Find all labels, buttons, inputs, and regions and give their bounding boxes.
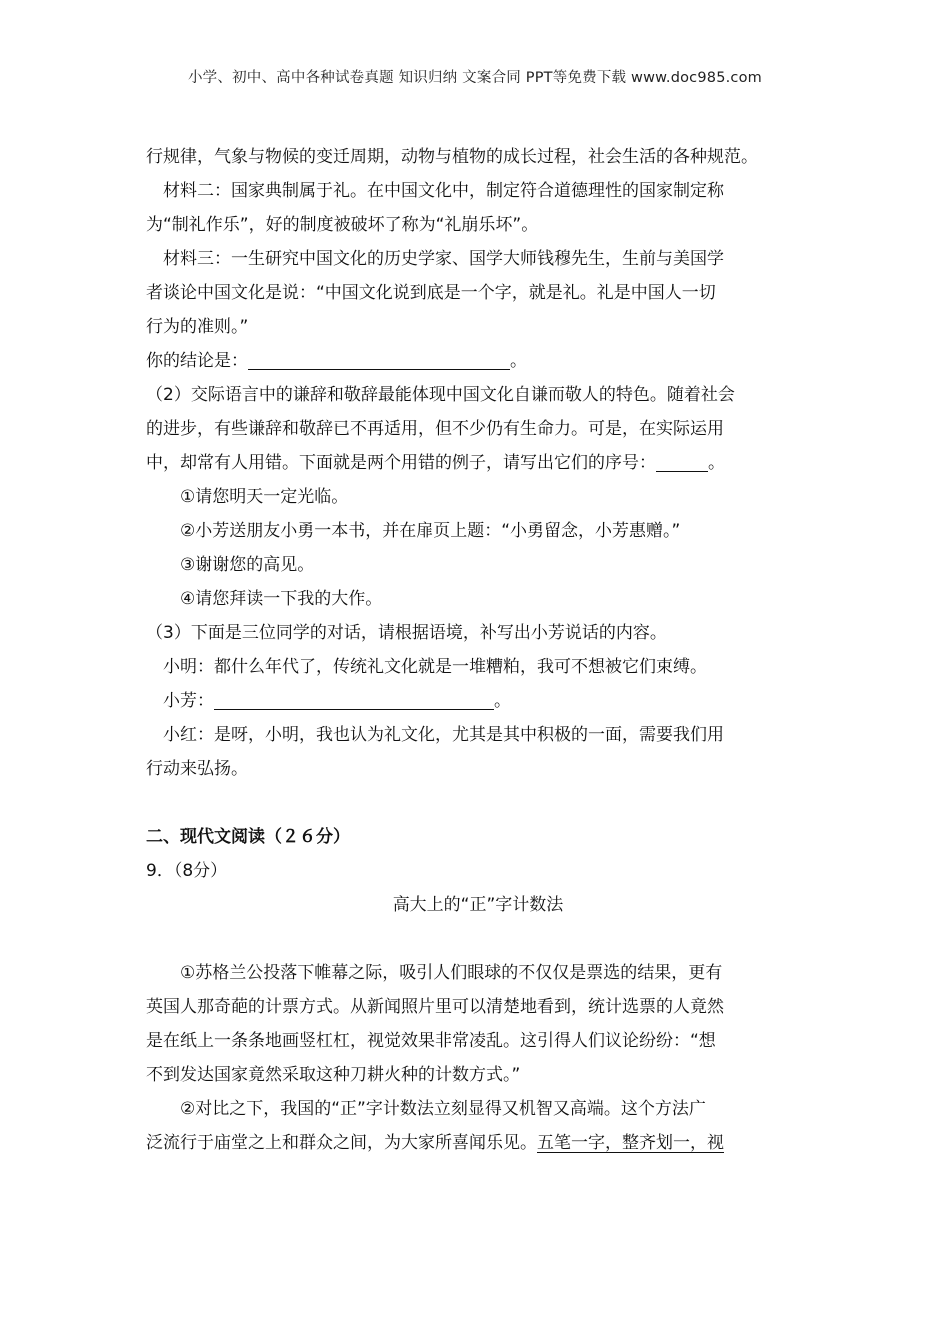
q2-line3 [146,446,810,480]
q2-option-4: ④请您拜读一下我的大作。 [180,589,383,609]
xiaofang-label: 小芳： [163,691,214,711]
para2-line2-text: 泛流行于庙堂之上和群众之间，为大家所喜闻乐见。 [146,1133,537,1153]
q3-xiaoming: 小明：都什么年代了，传统礼文化就是一堆糟粕，我可不想被它们束缚。 [163,657,707,677]
para1-line1: ①苏格兰公投落下帷幕之际，吸引人们眼球的不仅仅是票选的结果，更有 [180,963,723,983]
q2-option-1: ①请您明天一定光临。 [180,487,349,507]
material1-tail: 行规律，气象与物候的变迁周期，动物与植物的成长过程，社会生活的各种规范。 [146,147,758,167]
q2-line2: 的进步，有些谦辞和敬辞已不再适用，但不少仍有生命力。可是，在实际运用 [146,419,724,439]
para1-line4: 不到发达国家竟然采取这种刀耕火种的计数方式。” [146,1065,521,1085]
conclusion-line [146,344,810,378]
xiaofang-answer-blank[interactable] [214,687,494,710]
q2-line3-end: 。 [708,453,725,473]
document-body [146,140,810,1160]
para1-line3: 是在纸上一条条地画竖杠杠，视觉效果非常凌乱。这引得人们议论纷纷：“想 [146,1031,716,1051]
para1-line2: 英国人那奇葩的计票方式。从新闻照片里可以清楚地看到，统计选票的人竟然 [146,997,724,1017]
q2-line1: （2）交际语言中的谦辞和敬辞最能体现中国文化自谦而敬人的特色。随着社会 [146,385,735,405]
conclusion-answer-blank[interactable] [248,347,510,370]
q3-intro: （3）下面是三位同学的对话，请根据语境，补写出小芳说话的内容。 [146,623,667,643]
q2-answer-blank[interactable] [656,449,708,472]
conclusion-label: 你的结论是： [146,351,248,371]
q2-option-3: ③谢谢您的高见。 [180,555,315,575]
material3-line2: 者谈论中国文化是说：“中国文化说到底是一个字，就是礼。礼是中国人一切 [146,283,716,303]
material2-line1: 材料二：国家典制属于礼。在中国文化中，制定符合道德理性的国家制定称 [163,181,724,201]
para2-line1: ②对比之下，我国的“正”字计数法立刻显得又机智又高端。这个方法广 [180,1099,706,1119]
article-title: 高大上的“正”字计数法 [392,895,564,915]
para2-line2 [146,1126,810,1160]
material3-line3: 行为的准则。” [146,317,249,337]
page-header: 小学、初中、高中各种试卷真题 知识归纳 文案合同 PPT等免费下载 www.doc985.com [187,70,763,86]
q3-xiaofang [146,684,810,718]
para2-underlined-text: 五笔一字，整齐划一，视 [537,1133,724,1153]
xiaofang-end: 。 [494,691,511,711]
q2-line3-text: 中，却常有人用错。下面就是两个用错的例子，请写出它们的序号： [146,453,656,473]
conclusion-end: 。 [510,351,527,371]
q3-xiaohong-line2: 行动来弘扬。 [146,759,248,779]
q9-label: 9．（8分） [146,861,228,881]
q2-option-2: ②小芳送朋友小勇一本书，并在扉页上题：“小勇留念，小芳惠赠。” [180,521,681,541]
material2-line2: 为“制礼作乐”，好的制度被破坏了称为“礼崩乐坏”。 [146,215,539,235]
material3-line1: 材料三：一生研究中国文化的历史学家、国学大师钱穆先生，生前与美国学 [163,249,724,269]
q3-xiaohong-line1: 小红：是呀，小明，我也认为礼文化，尤其是其中积极的一面，需要我们用 [163,725,724,745]
section2-title: 二、现代文阅读（２６分） [146,827,350,847]
